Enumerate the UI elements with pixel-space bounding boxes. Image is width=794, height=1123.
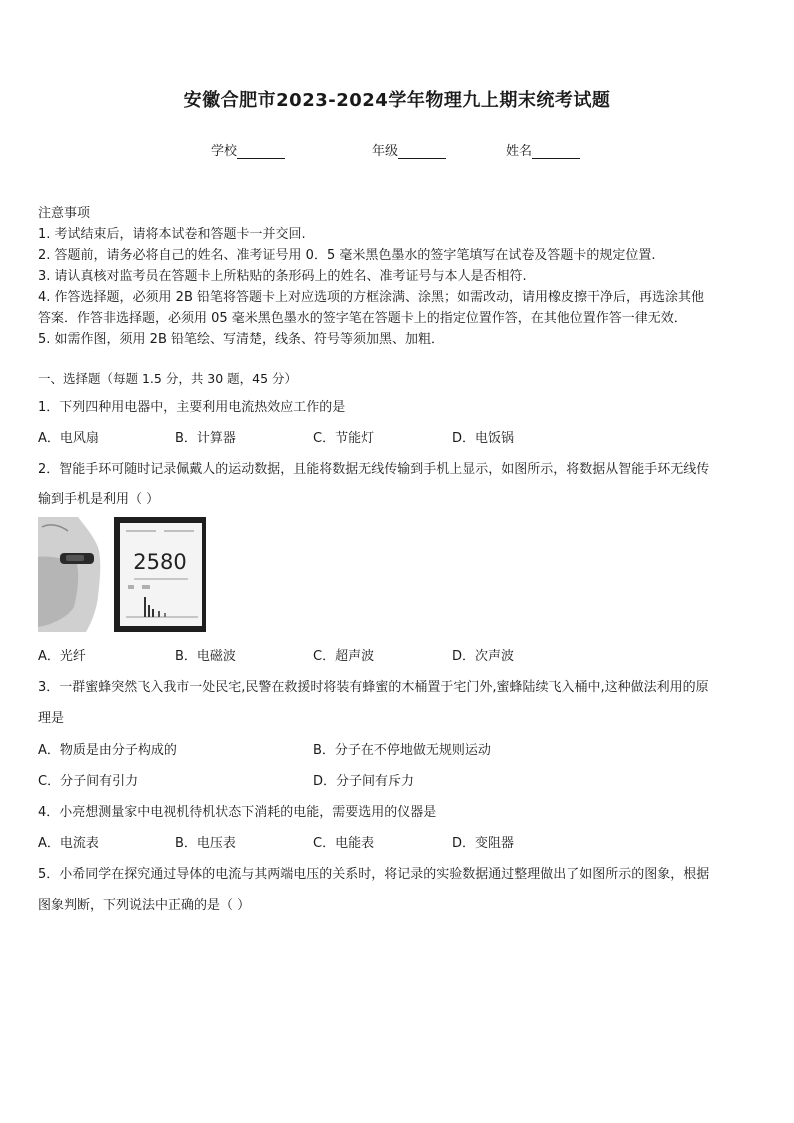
notice-item: 3. 请认真核对监考员在答题卡上所粘贴的条形码上的姓名、准考证号与本人是否相符. [38,269,527,284]
step-count-display: 2580 [133,550,187,574]
question-1-option-a: A．电风扇 [38,431,99,446]
grade-blank [398,146,446,159]
question-4-option-c: C．电能表 [313,836,375,851]
page-title: 安徽合肥市2023-2024学年物理九上期末统考试题 [183,90,611,111]
question-3-option-d: D．分子间有斥力 [313,774,415,789]
notice-item: 4. 作答选择题，必须用 2B 铅笔将答题卡上对应选项的方框涂满、涂黑；如需改动，请用橡皮擦干净后，再选涂其他 [38,290,704,305]
question-3-stem: 3．一群蜜蜂突然飞入我市一处民宅,民警在救援时将装有蜂蜜的木桶置于宅门外,蜜蜂陆续飞入桶中,这种做法利用的原 [38,680,709,695]
question-2-stem: 2．智能手环可随时记录佩戴人的运动数据，且能将数据无线传输到手机上显示，如图所示，将数据从智能手环无线传 [38,462,710,477]
notice-item: 答案．作答非选择题，必须用 05 毫米黑色墨水的签字笔在答题卡上的指定位置作答，在其他位置作答一律无效． [38,311,687,326]
question-4-option-b: B．电压表 [175,836,236,851]
question-1-stem: 1．下列四种用电器中，主要利用电流热效应工作的是 [38,400,346,415]
grade-field [372,140,446,159]
question-2-option-b: B．电磁波 [175,649,236,664]
question-3-option-c: C．分子间有引力 [38,774,139,789]
notice-item: 2. 答题前，请务必将自己的姓名、准考证号用 0．5 毫米黑色墨水的签字笔填写在试卷及答题卡的规定位置. [38,248,656,263]
name-blank [532,146,580,159]
question-3-option-b: B．分子在不停地做无规则运动 [313,743,491,758]
section-heading: 一、选择题（每题 1.5 分，共 30 题，45 分） [38,371,298,386]
school-blank [237,146,285,159]
notice-item: 1. 考试结束后，请将本试卷和答题卡一并交回. [38,227,306,242]
smart-band-photo [38,517,206,632]
notice-heading: 注意事项 [38,206,91,221]
question-4-stem: 4．小亮想测量家中电视机待机状态下消耗的电能，需要选用的仪器是 [38,805,437,820]
name-field [506,140,580,159]
question-3-option-a: A．物质是由分子构成的 [38,743,177,758]
school-field [211,140,285,159]
question-1-option-d: D．电饭锅 [452,431,515,446]
question-1-option-b: B．计算器 [175,431,236,446]
school-label: 学校 [211,144,238,159]
question-2-option-a: A．光纤 [38,649,86,664]
question-5-stem: 5．小希同学在探究通过导体的电流与其两端电压的关系时，将记录的实验数据通过整理做出了如图所示的图象，根据 [38,867,710,882]
smart-band-figure [38,517,206,632]
question-1-option-c: C．节能灯 [313,431,375,446]
question-4-option-d: D．变阻器 [452,836,515,851]
name-label: 姓名 [506,144,533,159]
question-3-stem-cont: 理是 [38,711,65,726]
grade-label: 年级 [372,144,399,159]
question-2-option-d: D．次声波 [452,649,515,664]
question-2-stem-cont: 输到手机是利用（ ） [38,492,160,507]
question-5-stem-cont: 图象判断，下列说法中正确的是（ ） [38,898,251,913]
question-4-option-a: A．电流表 [38,836,99,851]
notice-item: 5. 如需作图，须用 2B 铅笔绘、写清楚，线条、符号等须加黑、加粗． [38,332,444,347]
question-2-option-c: C．超声波 [313,649,375,664]
notice-section [38,203,758,350]
